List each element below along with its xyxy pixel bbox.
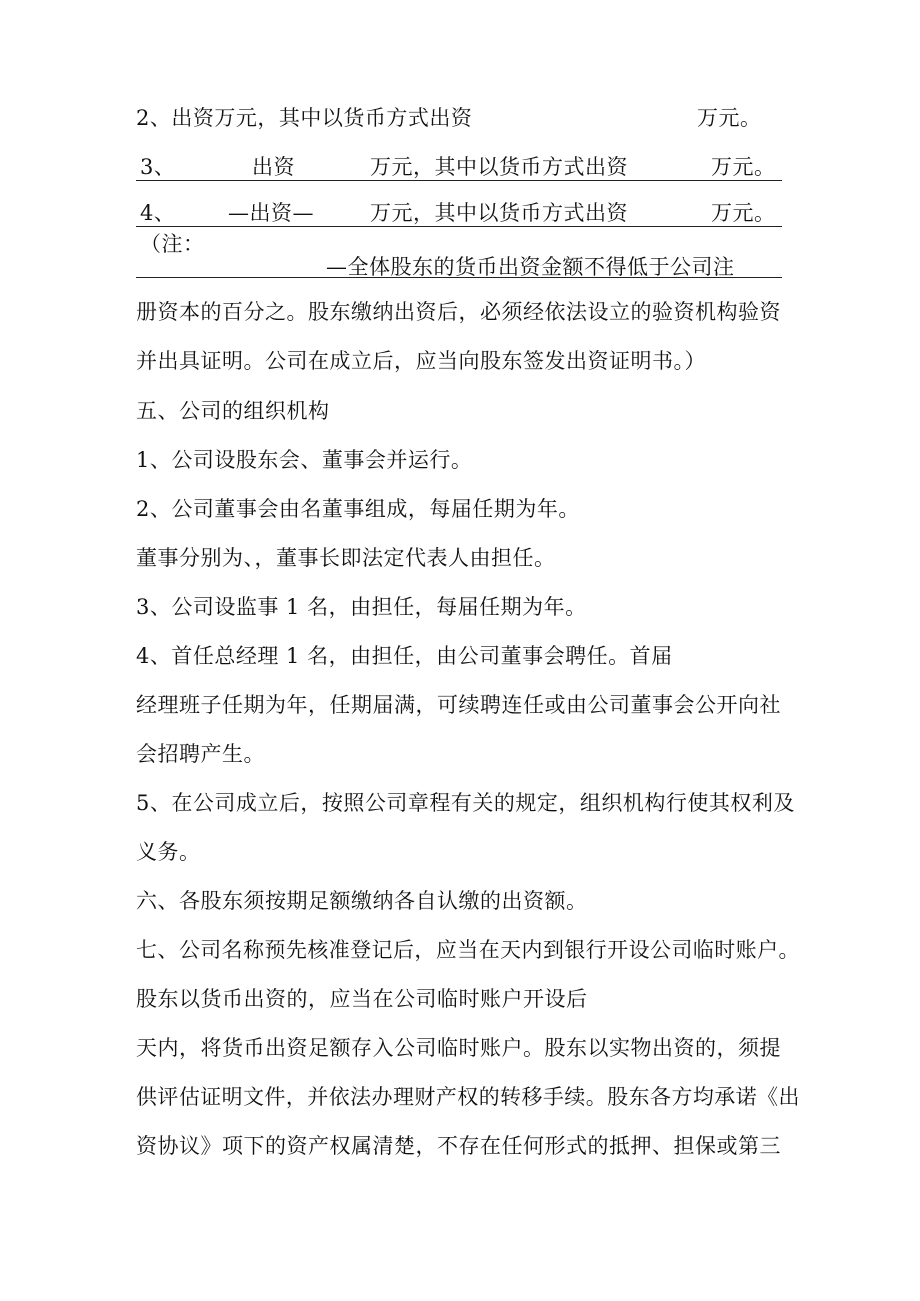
contribution-line-3-label: 出资 xyxy=(252,155,295,179)
note-line-1: —全体股东的货币出资金额不得低于公司注 xyxy=(326,255,735,279)
contribution-line-4-suffix: 万元。 xyxy=(711,201,776,225)
contribution-line-4-number: 4、 xyxy=(140,201,176,225)
contribution-line-2-suffix: 万元。 xyxy=(697,106,762,130)
paragraph: 供评估证明文件，并依法办理财产权的转移手续。股东各方均承诺《出 xyxy=(136,1085,800,1109)
section-heading: 五、公司的组织机构 xyxy=(136,399,330,423)
contribution-line-4-text: 万元，其中以货币方式出资 xyxy=(370,201,628,225)
paragraph: 天内，将货币出资足额存入公司临时账户。股东以实物出资的，须提 xyxy=(136,1036,781,1060)
note-open: （注： xyxy=(140,232,205,256)
contribution-line-3-suffix: 万元。 xyxy=(711,155,776,179)
note-line-3: 并出具证明。公司在成立后，应当向股东签发出资证明书。） xyxy=(136,349,706,373)
paragraph: 3、公司设监事 1 名，由担任，每届任期为年。 xyxy=(136,595,587,619)
paragraph: 会招聘产生。 xyxy=(136,742,265,766)
note-line-2: 册资本的百分之。股东缴纳出资后，必须经依法设立的验资机构验资 xyxy=(136,300,781,324)
section-heading: 六、各股东须按期足额缴纳各自认缴的出资额。 xyxy=(136,889,588,913)
paragraph: 股东以货币出资的，应当在公司临时账户开设后 xyxy=(136,987,588,1011)
section-heading: 七、公司名称预先核准登记后，应当在天内到银行开设公司临时账户。 xyxy=(136,938,800,962)
paragraph: 5、在公司成立后，按照公司章程有关的规定，组织机构行使其权利及 xyxy=(136,791,795,815)
underline-rule xyxy=(136,226,782,227)
paragraph: 1、公司设股东会、董事会并运行。 xyxy=(136,448,473,472)
contribution-line-3-text: 万元，其中以货币方式出资 xyxy=(370,155,628,179)
paragraph: 义务。 xyxy=(136,840,201,864)
paragraph: 经理班子任期为年，任期届满，可续聘连任或由公司董事会公开向社 xyxy=(136,693,781,717)
contribution-line-2: 2、出资万元，其中以货币方式出资 xyxy=(136,106,473,130)
paragraph: 2、公司董事会由名董事组成，每届任期为年。 xyxy=(136,497,580,521)
underline-rule xyxy=(136,277,782,278)
paragraph: 资协议》项下的资产权属清楚，不存在任何形式的抵押、担保或第三 xyxy=(136,1134,781,1158)
underline-rule xyxy=(136,180,782,181)
contribution-line-4-label: —出资— xyxy=(228,201,314,225)
paragraph: 董事分别为、，董事长即法定代表人由担任。 xyxy=(136,546,556,570)
paragraph: 4、首任总经理 1 名，由担任，由公司董事会聘任。首届 xyxy=(136,644,673,668)
contribution-line-3-number: 3、 xyxy=(140,155,176,179)
